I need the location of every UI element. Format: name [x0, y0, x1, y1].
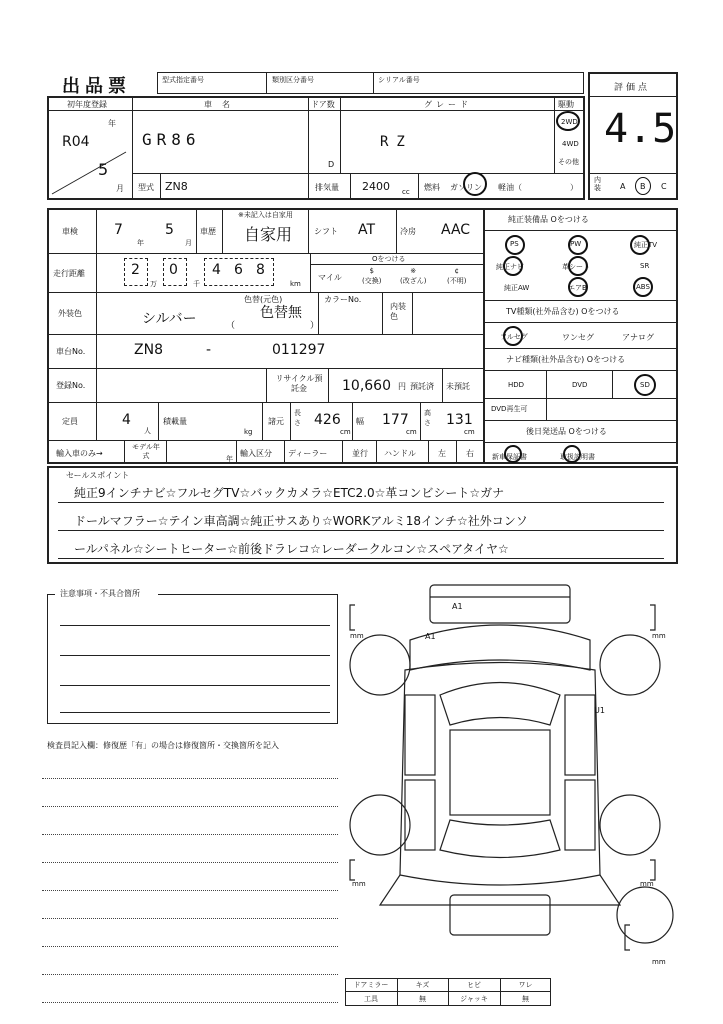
equip-leather-circle: [568, 256, 588, 276]
model-year-label: モデル年式: [132, 443, 160, 460]
len-label: 長さ: [294, 409, 301, 427]
chassis-dash: -: [206, 342, 212, 358]
mileage-km: km: [290, 280, 301, 288]
paren-close: ）: [310, 321, 320, 331]
height-value: 131: [446, 412, 473, 428]
legend-crack: ヒビ: [467, 980, 481, 989]
equip-airbag: エアB: [568, 284, 587, 292]
mileage-man: 万: [150, 280, 157, 288]
mm-rear-left: mm: [352, 880, 366, 888]
color-change-value: 色替無: [260, 305, 302, 321]
color-change-label: 色替(元色): [244, 295, 283, 304]
equip-navi-circle: [503, 256, 523, 276]
mileage-unknown: ¢ (不明): [447, 267, 467, 285]
shaken-year: 7: [114, 222, 123, 238]
interior-label: 内装: [594, 176, 601, 192]
equip-abs: ABS: [636, 283, 650, 291]
grade-label: グレード: [424, 100, 472, 109]
car-damage-diagram: [340, 575, 680, 975]
navi-hdd: HDD: [508, 381, 525, 389]
import-dealer: ディーラー: [288, 449, 328, 458]
capacity-label: 定員: [62, 417, 78, 426]
height-label: 高さ: [424, 409, 431, 427]
header-id-box: [157, 72, 584, 94]
navi-dvd: DVD: [572, 381, 588, 389]
interior-b-circle: [635, 177, 651, 195]
import-label: 輸入車のみ→: [56, 449, 103, 458]
equip-airbag-circle: [568, 277, 588, 297]
serial-label: シリアル番号: [378, 76, 420, 84]
recycle-unpaid: 未預託: [446, 382, 470, 391]
paren-open: （: [226, 321, 236, 331]
sales-line-1: 純正9インチナビ☆フルセグTV☆バックカメラ☆ETC2.0☆革コンビシート☆ガナ: [74, 486, 505, 500]
mm-front-right: mm: [652, 632, 666, 640]
mileage-digit-4: 6: [234, 262, 243, 278]
drive-2wd-circle: [556, 111, 580, 131]
handle-right: 右: [466, 449, 474, 458]
load-unit: kg: [244, 428, 253, 436]
reg-month: 5: [98, 160, 109, 179]
drive-other: その他: [558, 158, 579, 166]
caution-label: 注意事項・不具合箇所: [60, 589, 140, 598]
recycle-unit: 円: [398, 382, 406, 391]
recycle-status: 預託済: [410, 382, 434, 391]
import-class-label: 輸入区分: [240, 449, 272, 458]
capacity-unit: 人: [144, 427, 151, 435]
tools-label: 工具: [364, 994, 378, 1003]
grade-value: RZ: [380, 134, 413, 150]
navi-title: ナビ種類(社外品含む) Oをつける: [506, 355, 626, 364]
equip-tv-circle: [630, 235, 650, 255]
mileage-exchange: $ (交換): [362, 267, 382, 285]
mileage-digit-2: 0: [169, 262, 178, 278]
month-unit: 月: [116, 184, 124, 193]
navi-sd: SD: [640, 381, 650, 389]
dims-label: 諸元: [268, 417, 284, 426]
recycle-label: リサイクル預託金: [275, 374, 323, 393]
equip-sr: SR: [640, 262, 650, 270]
era-year: R04: [62, 134, 90, 150]
displacement-value: 2400: [362, 180, 390, 193]
chassis-number: 011297: [272, 342, 326, 358]
fuel-gasoline-circle: [463, 172, 487, 196]
mileage-tampered: ※ (改ざん): [400, 267, 427, 285]
shaken-label: 車検: [62, 227, 78, 236]
jack-label: ジャッキ: [460, 994, 488, 1003]
mileage-digit-5: 8: [256, 262, 265, 278]
category-label: 類別区分番号: [272, 76, 314, 84]
load-label: 積載量: [163, 417, 187, 426]
mileage-digit-1: 2: [131, 262, 140, 278]
import-parallel: 並行: [352, 449, 368, 458]
tools-value: 無: [419, 994, 426, 1003]
displacement-unit: cc: [402, 188, 410, 196]
model-label: 型式: [138, 183, 154, 192]
mileage-mile: マイル: [318, 273, 342, 282]
ac-label: 冷房: [400, 227, 416, 236]
shaken-month: 5: [165, 222, 174, 238]
interior-c: C: [661, 182, 667, 191]
color-value: シルバー: [142, 311, 197, 327]
dvd-playback: DVD再生可: [491, 405, 528, 413]
width-value: 177: [382, 412, 409, 428]
legend-break: ワレ: [518, 980, 533, 989]
later-manual-circle: [563, 445, 581, 463]
later-manual: 取扱説明書: [560, 453, 595, 461]
fuel-close: ）: [570, 183, 578, 192]
mm-front-left: mm: [350, 632, 364, 640]
drive-4wd: 4WD: [562, 140, 579, 148]
sales-line-2: ドールマフラー☆テイン車高調☆純正サスあり☆WORKアルミ18インチ☆社外コンソ: [74, 514, 528, 528]
len-value: 426: [314, 412, 341, 428]
shift-label: シフト: [314, 227, 338, 236]
recycle-amount: 10,660: [342, 378, 391, 394]
inspector-label: 検査員記入欄：修復歴「有」の場合は修復箇所・交換箇所を記入: [47, 741, 279, 750]
legend-door-mirror: ドアミラー: [353, 980, 389, 989]
chassis-prefix: ZN8: [134, 342, 163, 358]
ac-value: AAC: [441, 222, 471, 238]
height-unit: cm: [464, 428, 475, 436]
fuel-diesel: 軽油（: [498, 183, 522, 192]
equip-navi: 純正ナビ: [496, 263, 524, 271]
interior-a: A: [620, 182, 626, 191]
tv-fullseg-circle: [503, 326, 523, 346]
model-year-unit: 年: [226, 455, 233, 463]
door-label: ドア数: [311, 100, 335, 109]
car-name-label: 車名: [204, 100, 240, 109]
width-label: 幅: [356, 417, 364, 426]
navi-sd-circle: [634, 374, 656, 396]
mm-spare: mm: [652, 958, 666, 966]
year-unit: 年: [108, 119, 116, 128]
equip-ps: PS: [510, 240, 519, 248]
equipment-title: 純正装備品 Oをつける: [508, 215, 589, 224]
score-label: 評価点: [614, 83, 651, 93]
equip-abs-circle: [633, 277, 653, 297]
tv-title: TV種類(社外品含む) Oをつける: [506, 307, 620, 316]
model-value: ZN8: [165, 180, 188, 193]
sales-label: セールスポイント: [66, 471, 130, 480]
handle-label: ハンドル: [384, 449, 416, 458]
shaken-year-unit: 年: [137, 239, 144, 247]
car-name: GR86: [142, 130, 201, 149]
color-no-label: カラーNo.: [324, 295, 362, 304]
drive-label: 駆動: [558, 100, 574, 109]
mileage-digit-3: 4: [212, 262, 221, 278]
later-warranty-circle: [504, 445, 522, 463]
history-note: ※未記入は自家用: [238, 211, 293, 219]
tv-fullseg: フルセグ: [500, 333, 528, 341]
width-unit: cm: [406, 428, 417, 436]
equip-pw-circle: [568, 235, 588, 255]
mileage-label: 走行距離: [53, 269, 85, 278]
damage-mark-a1-front: A1: [452, 602, 463, 611]
displacement-label: 排気量: [315, 183, 339, 192]
equip-tv: 純正TV: [634, 241, 658, 249]
sales-line-3: ールパネル☆シートヒーター☆前後ドラレコ☆レーダークルコン☆スペアタイヤ☆: [74, 542, 509, 556]
door-suffix: D: [328, 160, 335, 169]
mm-rear-right: mm: [640, 880, 654, 888]
history-value: 自家用: [244, 225, 293, 244]
later-title: 後日発送品 Oをつける: [526, 427, 607, 436]
equip-pw: PW: [570, 240, 582, 248]
color-label: 外装色: [58, 309, 82, 318]
jack-value: 無: [522, 994, 529, 1003]
mileage-sen: 千: [193, 280, 200, 288]
fuel-label: 燃料: [424, 183, 440, 192]
shaken-month-unit: 月: [185, 239, 192, 247]
score-value: 4.5: [604, 106, 677, 152]
drive-2wd: 2WD: [561, 118, 578, 126]
model-cert-label: 型式指定番号: [162, 76, 204, 84]
tv-analog: アナログ: [622, 333, 654, 342]
handle-left: 左: [438, 449, 446, 458]
tv-oneseg: ワンセグ: [562, 333, 594, 342]
mileage-circle-note: Oをつける: [372, 255, 406, 263]
shift-value: AT: [358, 222, 376, 238]
caution-box: [47, 594, 338, 724]
equip-ps-circle: [505, 235, 525, 255]
damage-mark-u1: U1: [594, 706, 605, 715]
interior-b: B: [640, 182, 646, 191]
interior-color-label: 内装色: [390, 302, 406, 321]
form-title: 出品票: [62, 76, 131, 97]
first-reg-label: 初年度登録: [67, 100, 107, 109]
len-unit: cm: [340, 428, 351, 436]
reg-no-label: 登録No.: [56, 381, 86, 390]
legend-scratch: キズ: [415, 980, 430, 989]
capacity-value: 4: [122, 412, 131, 428]
equip-leather: 革シート: [562, 263, 590, 271]
fuel-gasoline: ガソリン: [450, 183, 482, 192]
equip-aw: 純正AW: [504, 284, 530, 292]
chassis-label: 車台No.: [56, 347, 86, 356]
damage-mark-a1-hood: A1: [425, 632, 436, 641]
later-warranty: 新車保証書: [492, 453, 527, 461]
history-label: 車歴: [200, 227, 216, 236]
